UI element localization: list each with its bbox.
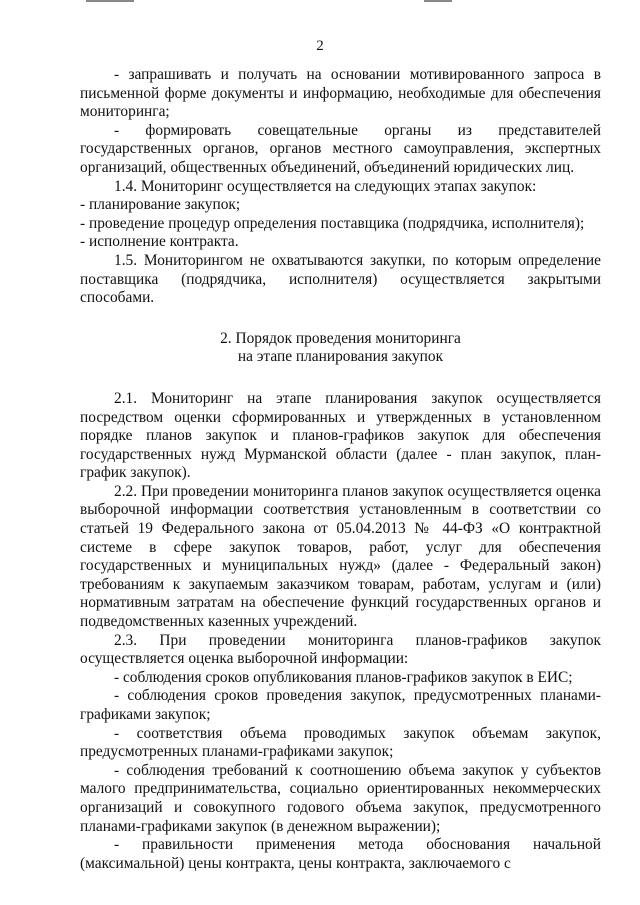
list-item-contract-execution: - исполнение контракта. [80, 233, 239, 251]
list-item-publication-deadlines: - соблюдения сроков опубликования планов-графиков закупок в ЕИС; [114, 668, 573, 686]
section-heading-line-2: на этапе планирования закупок [237, 348, 444, 366]
list-item-procurement-deadlines: - соблюдения сроков проведения закупок, предусмотренных планами-графиками закупок; [80, 687, 601, 723]
paragraph-request-documents: - запрашивать и получать на основании мотивированного запроса в письменной форме документы и информацию, необходимые для обеспечения мониторинга; [80, 66, 601, 121]
scan-edge-mark-left [86, 0, 134, 2]
list-item-price-justification: - правильности применения метода обоснования начальной (максимальной) цены контракта, цены контракта, заключаемого с [80, 836, 601, 872]
paragraph-1-4: 1.4. Мониторинг осуществляется на следующих этапах закупок: [114, 177, 537, 195]
paragraph-2-3: 2.3. При проведении мониторинга планов-графиков закупок осуществляется оценка выборочной информации: [80, 631, 601, 668]
paragraph-2-1: 2.1. Мониторинг на этапе планирования закупок осуществляется посредством оценки сформированных и утвержденных в установленном порядке планов закупок и планов-графиков закупок для обеспечения государственных нужд Мурманской области (далее - план закупок, план-график закупок). [80, 389, 601, 482]
list-item-planning: - планирование закупок; [80, 196, 241, 214]
paragraph-form-advisory-bodies: - формировать совещательные органы из представителей государственных органов, органов местного самоуправления, экспертных организаций, общественных объединений, объединений юридических лиц. [80, 121, 601, 176]
list-item-volume-conformity: - соответствия объема проводимых закупок объемам закупок, предусмотренных планами-графиками закупок; [80, 724, 601, 761]
scan-edge-mark-right [424, 0, 452, 2]
document-body [80, 66, 601, 873]
paragraph-1-5: 1.5. Мониторингом не охватываются закупки, по которым определение поставщика (подрядчика, исполнителя) осуществляется закрытыми способами. [80, 251, 601, 307]
paragraph-2-2: 2.2. При проведении мониторинга планов закупок осуществляется оценка выборочной информации соответствия установленным в соответствии со статьей 19 Федерального закона от 05.04.2013 № 44-ФЗ «О контрактной системе в сфере закупок товаров, работ, услуг для обеспечения государственных и муниципальных нужд» (далее - Федеральный закон) требованиям к закупаемым заказчиком товарам, работам, услугам и (или) нормативным затратам на обеспечение функций государственных органов и подведомственных казенных учреждений. [80, 482, 601, 631]
list-item-small-business-ratio: - соблюдения требований к соотношению объема закупок у субъектов малого предпринимательства, социально ориентированных некоммерческих организаций и совокупного годового объема закупок, предусмотренного планами-графиками закупок (в денежном выражении); [80, 761, 601, 835]
list-item-procedures: - проведение процедур определения поставщика (подрядчика, исполнителя); [80, 214, 585, 232]
section-heading-line-1: 2. Порядок проведения мониторинга [220, 329, 461, 347]
page-number: 2 [316, 38, 324, 54]
section-heading [80, 330, 601, 367]
